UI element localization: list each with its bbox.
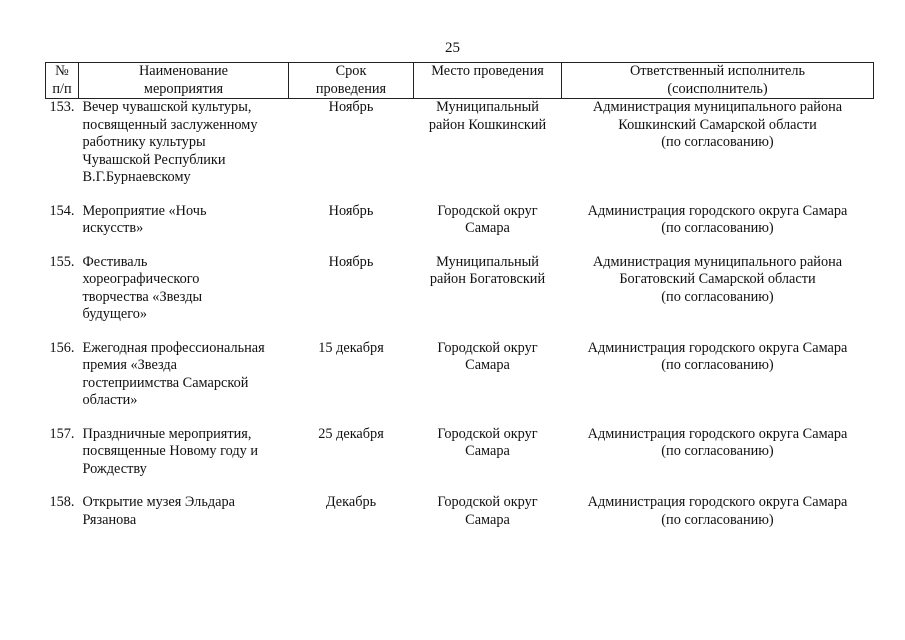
row-spacer (46, 238, 874, 254)
table-row (46, 254, 874, 324)
event-name: Вечер чувашской культуры, посвященный заслуженному работнику культуры Чувашской Республики В.Г.Бурнаевскому (82, 99, 258, 185)
header-event-name: Наименование мероприятия (79, 63, 289, 99)
event-name: Фестиваль хореографического творчества «Звезды будущего» (82, 253, 203, 322)
event-place: Муниципальный район Кошкинский (428, 99, 547, 133)
event-place: Городской округ Самара (437, 202, 538, 236)
header-number: № п/п (46, 63, 79, 99)
event-place: Муниципальный район Богатовский (429, 253, 546, 287)
row-number: 155. (49, 253, 75, 270)
event-name: Мероприятие «Ночь искусств» (82, 202, 207, 236)
table-row (46, 426, 874, 479)
event-responsible: Администрация муниципального района Богатовский Самарской области (по согласованию) (592, 253, 843, 305)
row-spacer (46, 187, 874, 203)
header-date: Срок проведения (289, 63, 414, 99)
event-date: Декабрь (325, 494, 377, 510)
table-row (46, 203, 874, 238)
header-place: Место проведения (414, 63, 562, 99)
event-name: Ежегодная профессиональная премия «Звезда гостеприимства Самарской области» (82, 339, 265, 408)
row-spacer (46, 478, 874, 494)
row-number: 156. (49, 339, 75, 356)
event-place: Городской округ Самара (437, 339, 538, 373)
event-responsible: Администрация муниципального района Кошкинский Самарской области (по согласованию) (592, 99, 843, 150)
header-responsible: Ответственный исполнитель (соисполнитель) (562, 63, 874, 99)
row-number: 153. (49, 99, 75, 115)
row-number: 158. (49, 494, 75, 510)
row-spacer (46, 324, 874, 340)
event-place: Городской округ Самара (437, 425, 538, 459)
event-responsible: Администрация городского округа Самара (по согласованию) (587, 202, 848, 236)
event-responsible: Администрация городского округа Самара (по согласованию) (587, 494, 848, 528)
event-date: Ноябрь (328, 253, 374, 270)
table-row (46, 340, 874, 410)
page-number: 25 (445, 40, 460, 56)
event-date: Ноябрь (328, 202, 374, 219)
row-spacer (46, 410, 874, 426)
event-date: 15 декабря (318, 339, 384, 356)
event-responsible: Администрация городского округа Самара (по согласованию) (587, 339, 848, 373)
event-place: Городской округ Самара (437, 494, 538, 528)
events-table (45, 62, 874, 529)
event-name: Открытие музея Эльдара Рязанова (82, 494, 235, 528)
event-date: 25 декабря (318, 425, 384, 442)
row-number: 157. (49, 425, 75, 442)
row-number: 154. (49, 202, 75, 219)
table-header-row (46, 63, 874, 99)
event-responsible: Администрация городского округа Самара (по согласованию) (587, 425, 848, 459)
event-name: Праздничные мероприятия, посвященные Новому году и Рождеству (82, 425, 258, 477)
table-row (46, 99, 874, 187)
event-date: Ноябрь (328, 99, 374, 115)
table-row (46, 494, 874, 529)
